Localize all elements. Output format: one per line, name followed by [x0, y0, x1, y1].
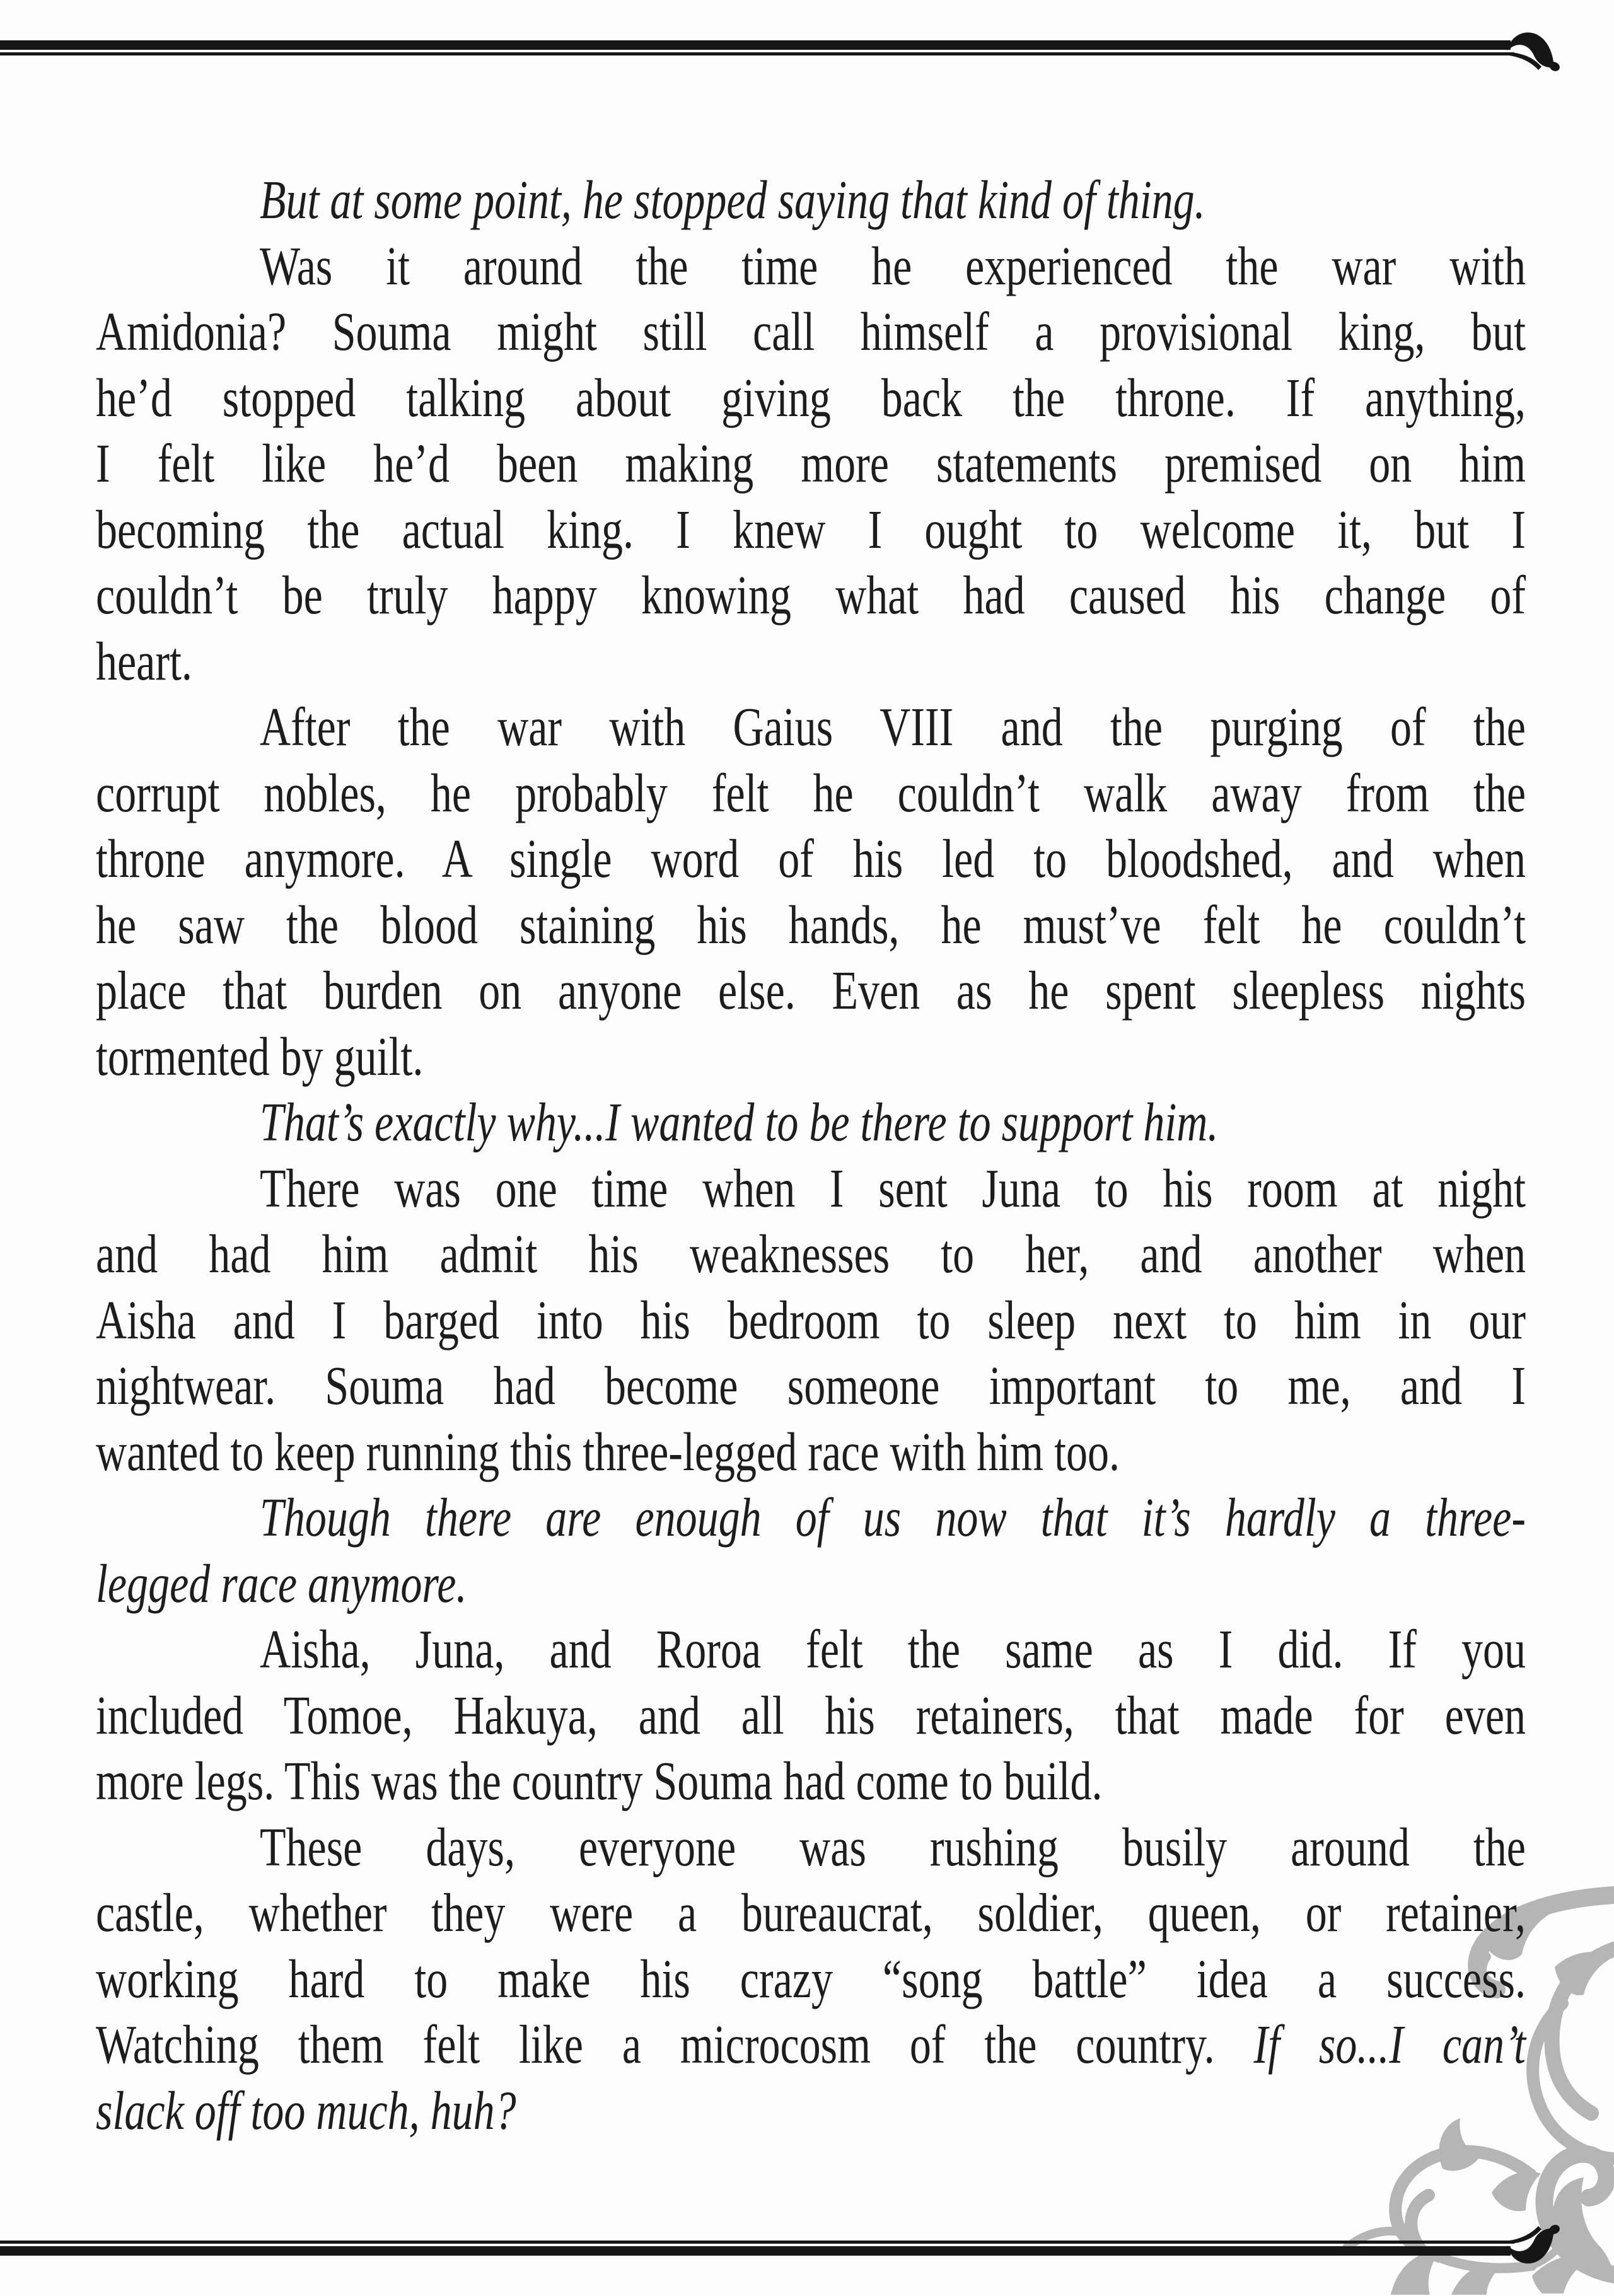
text-segment: included Tomoe, Hakuya, and all his retainers, that made for even [96, 1684, 1526, 1746]
text-segment: corrupt nobles, he probably felt he couldn’t walk away from the [96, 762, 1526, 823]
top-border-rules [0, 33, 1560, 71]
border-rule [0, 52, 1514, 55]
text-segment: he saw the blood staining his hands, he must’ve felt he couldn’t [96, 893, 1526, 955]
text-segment: Watching them felt like a microcosm of the country. [96, 2014, 1254, 2075]
text-segment: wanted to keep running this three-legged race with him too. [96, 1420, 1120, 1482]
text-segment: more legs. This was the country Souma had come to build. [96, 1750, 1103, 1811]
thought-text-segment: legged race anymore. [96, 1552, 467, 1614]
border-curl-icon [1507, 2225, 1560, 2263]
border-bar [0, 2246, 1511, 2256]
border-curl-icon [1507, 33, 1560, 71]
bottom-border [0, 2208, 1614, 2296]
text-segment: I felt like he’d been making more statements premised on him [96, 432, 1526, 494]
text-segment: There was one time when I sent Juna to his room at night [260, 1157, 1526, 1219]
text-segment: working hard to make his crazy “song battle” idea a success. [96, 1947, 1526, 2009]
text-segment: Was it around the time he experienced the war with [260, 235, 1526, 296]
thought-text-segment: Though there are enough of us now that it’s hardly a three- [260, 1487, 1526, 1548]
text-line [96, 2068, 1526, 2152]
text-segment: becoming the actual king. I knew I ought to welcome it, but I [96, 498, 1526, 560]
bottom-border-rules [0, 2225, 1560, 2263]
text-segment: nightwear. Souma had become someone important to me, and I [96, 1355, 1526, 1416]
thought-text-segment: That’s exactly why...I wanted to be there to support him. [260, 1091, 1219, 1152]
text-segment: heart. [96, 630, 192, 692]
text-segment: tormented by guilt. [96, 1025, 424, 1087]
border-bar [0, 40, 1511, 50]
text-segment: he’d stopped talking about giving back the throne. If anything, [96, 366, 1526, 428]
text-segment: Aisha and I barged into his bedroom to sleep next to him in our [96, 1289, 1526, 1350]
text-segment: throne anymore. A single word of his led to bloodshed, and when [96, 828, 1526, 889]
text-segment: castle, whether they were a bureaucrat, soldier, queen, or retainer, [96, 1882, 1526, 1943]
text-segment: couldn’t be truly happy knowing what had caused his change of [96, 564, 1526, 625]
thought-text-segment: But at some point, he stopped saying that kind of thing. [260, 169, 1205, 230]
page-text [96, 171, 1526, 2148]
thought-text-segment: slack off too much, huh? [96, 2079, 516, 2141]
text-segment: After the war with Gaius VIII and the purging of the [260, 696, 1526, 757]
text-segment: place that burden on anyone else. Even as he spent sleepless nights [96, 960, 1526, 1021]
text-segment: Amidonia? Souma might still call himself a provisional king, but [96, 301, 1526, 362]
text-segment: and had him admit his weaknesses to her, and another when [96, 1223, 1526, 1284]
border-rule [0, 2241, 1514, 2244]
thought-text-segment: If so...I can’t [1253, 2014, 1526, 2075]
text-segment: Aisha, Juna, and Roroa felt the same as I did. If you [260, 1618, 1526, 1679]
text-segment: These days, everyone was rushing busily around the [260, 1816, 1526, 1877]
top-border [0, 0, 1614, 88]
